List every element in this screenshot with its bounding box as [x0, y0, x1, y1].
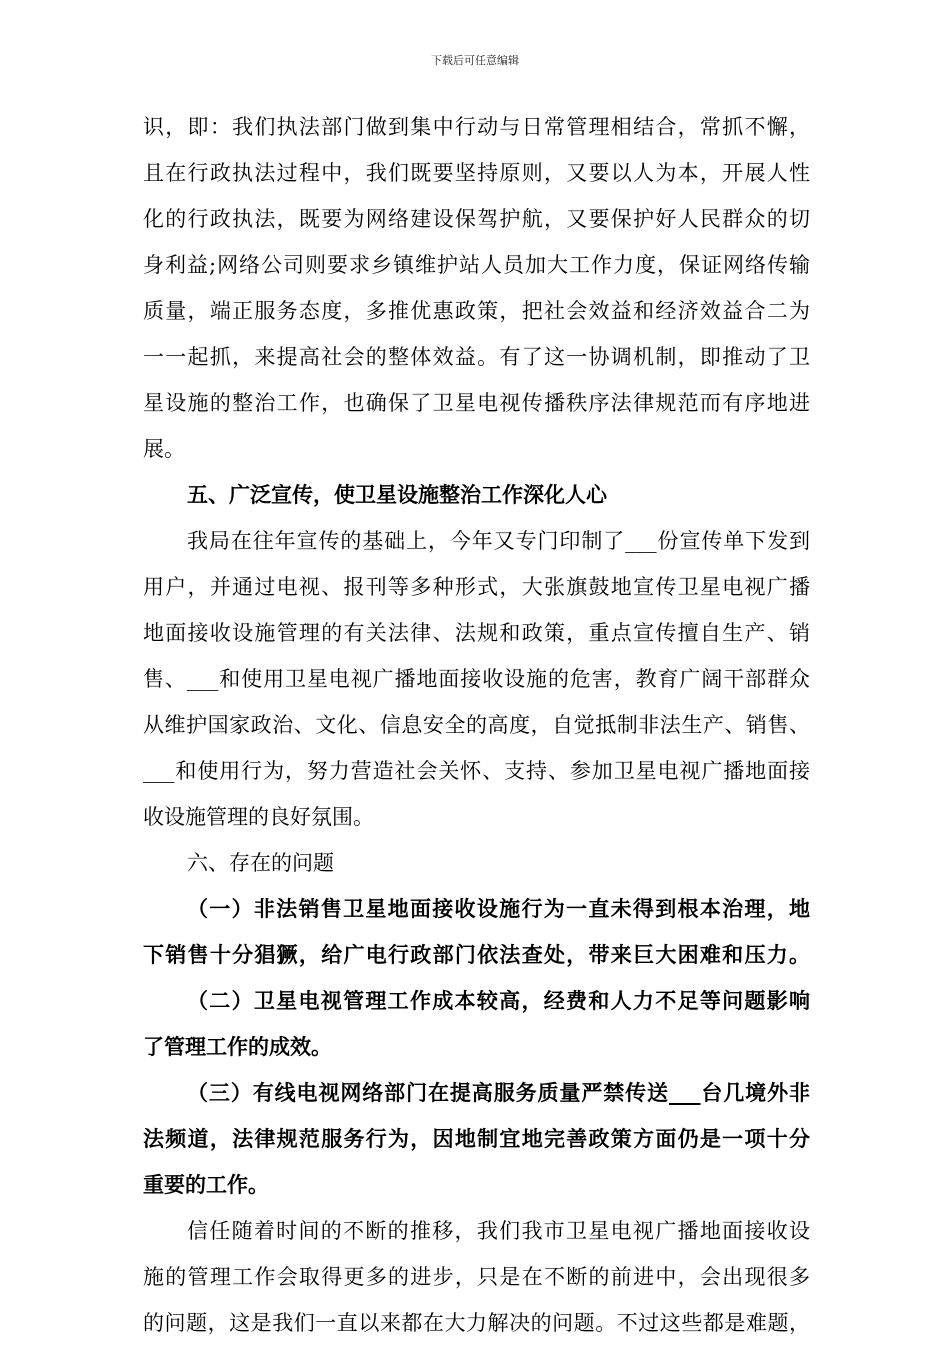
- text-line: 识，即：我们执法部门做到集中行动与日常管理相结合，常抓不懈，: [143, 115, 810, 139]
- text-line: 展。: [143, 437, 185, 461]
- text-line: 售、___和使用卫星电视广播地面接收设施的危害，教育广阔干部群众: [143, 667, 810, 691]
- text-line: 六、存在的问题: [187, 851, 334, 875]
- page-header: 下载后可任意编辑: [431, 54, 519, 67]
- document-body: [143, 104, 810, 1346]
- text-line: 身利益;网络公司则要求乡镇维护站人员加大工作力度，保证网络传输: [143, 253, 810, 277]
- text-line: 一一起抓，来提高社会的整体效益。有了这一协调机制，即推动了卫: [143, 345, 810, 369]
- text-line: 我局在往年宣传的基础上，今年又专门印制了___份宣传单下发到: [187, 529, 810, 553]
- text-line: 重要的工作。: [143, 1172, 269, 1197]
- text-line: 星设施的整治工作，也确保了卫星电视传播秩序法律规范而有序地进: [143, 391, 810, 415]
- text-line: 从维护国家政治、文化、信息安全的高度，自觉抵制非法生产、销售、: [143, 713, 810, 737]
- text-line: 的问题，这是我们一直以来都在大力解决的问题。不过这些都是难题，: [143, 1311, 810, 1335]
- text-line: ___和使用行为，努力营造社会关怀、支持、参加卫星电视广播地面接: [143, 759, 810, 783]
- text-line: 质量，端正服务态度，多推优惠政策，把社会效益和经济效益合二为: [143, 299, 810, 323]
- text-line: 五、广泛宣传，使卫星设施整治工作深化人心: [187, 482, 607, 507]
- text-line: 法频道，法律规范服务行为，因地制宜地完善政策方面仍是一项十分: [143, 1126, 810, 1151]
- text-line: （二）卫星电视管理工作成本较高，经费和人力不足等问题影响: [187, 988, 810, 1013]
- text-line: 下销售十分猖獗，给广电行政部门依法查处，带来巨大困难和压力。: [143, 942, 810, 967]
- text-line: 施的管理工作会取得更多的进步，只是在不断的前进中，会出现很多: [143, 1265, 810, 1289]
- text-line: 地面接收设施管理的有关法律、法规和政策，重点宣传擅自生产、销: [143, 621, 810, 645]
- text-line: （一）非法销售卫星地面接收设施行为一直未得到根本治理，地: [187, 896, 810, 921]
- text-line: （三）有线电视网络部门在提高服务质量严禁传送___台几境外非: [187, 1080, 810, 1105]
- text-line: 且在行政执法过程中，我们既要坚持原则，又要以人为本，开展人性: [143, 161, 810, 185]
- text-line: 信任随着时间的不断的推移，我们我市卫星电视广播地面接收设: [187, 1219, 810, 1243]
- text-line: 收设施管理的良好氛围。: [143, 805, 374, 829]
- text-line: 用户，并通过电视、报刊等多种形式，大张旗鼓地宣传卫星电视广播: [143, 575, 810, 599]
- text-line: 了管理工作的成效。: [143, 1034, 332, 1059]
- text-line: 化的行政执法，既要为网络建设保驾护航，又要保护好人民群众的切: [143, 207, 810, 231]
